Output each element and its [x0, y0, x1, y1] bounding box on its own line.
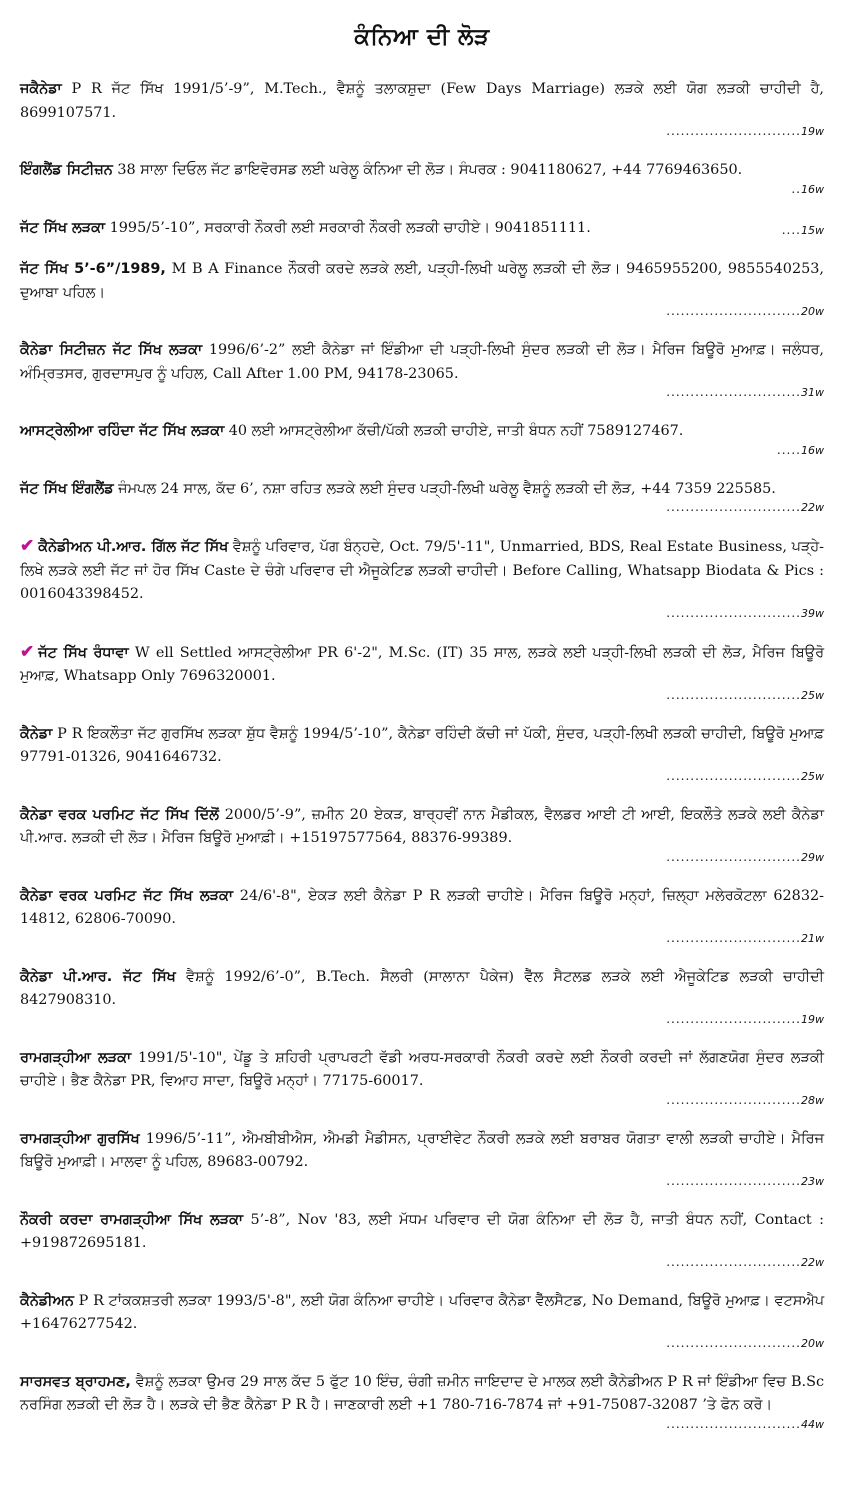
ad-heading: ਇੰਗਲੈਂਡ ਸਿਟੀਜ਼ਨ [20, 162, 113, 178]
ad-body: 2000/5’-9”, ਜ਼ਮੀਨ 20 ਏਕੜ, ਬਾਰ੍ਹਵੀਂ ਨਾਨ ਮੈਡੀਕਲ, ਵੈਲਡਰ ਆਈ ਟੀ ਆਈ, ਇਕਲੌਤੇ ਲੜਕੇ ਲਈ ਕੈਨੇਡਾ ਪੀ.ਆਰ. ਲੜਕੀ ਦੀ ਲੋੜ। ਮੈਰਿਜ ਬਿਊਰੋ ਮੁਆਫ਼ੀ। +15197577564, 88376-99389. [20, 806, 824, 846]
ad-code: 29w [801, 850, 824, 864]
matrimonial-ad [20, 420, 824, 459]
ad-heading: ਕੈਨੇਡਾ [20, 725, 53, 742]
ad-code-line [20, 499, 824, 516]
ad-code: 28w [801, 1093, 824, 1107]
leader-dots: ............................ [666, 687, 801, 702]
ad-code: 15w [801, 224, 824, 237]
ad-body: W ell Settled ਆਸਟ੍ਰੇਲੀਆ PR 6'-2", M.Sc. (IT) 35 ਸਾਲ, ਲੜਕੇ ਲਈ ਪੜ੍ਹੀ-ਲਿਖੀ ਲੜਕੀ ਦੀ ਲੋੜ, ਮੈਰਿਜ ਬਿਊਰੋ ਮੁਆਫ਼, Whatsapp Only 7696320001. [20, 644, 824, 684]
leader-dots: ............................ [666, 768, 801, 783]
ad-code: 44w [801, 1417, 824, 1431]
matrimonial-ad [20, 478, 824, 517]
ad-body: ਵੈਸ਼ਨੂੰ ਪਰਿਵਾਰ, ਪੱਗ ਬੰਨ੍ਹਦੇ, Oct. 79/5'-11", Unmarried, BDS, Real Estate Business, ਪੜ੍ਹੇ-ਲਿਖੇ ਲੜਕੇ ਲਈ ਜੱਟ ਜਾਂ ਹੋਰ ਸਿੱਖ Caste ਦੇ ਚੰਗੇ ਪਰਿਵਾਰ ਦੀ ਐਜੂਕੇਟਿਡ ਲੜਕੀ ਚਾਹੀਦੀ। Before Calling, Whatsapp Biodata & Pics : 0016043398452. [20, 539, 825, 602]
ad-code: 19w [801, 125, 824, 138]
ad-list [20, 78, 824, 1433]
ad-code-line [20, 123, 824, 140]
leader-dots: ............................ [666, 605, 801, 620]
ad-heading: ਸਾਰਸਵਤ ਬ੍ਰਾਹਮਣ, [20, 1373, 131, 1390]
matrimonial-ad [20, 1128, 824, 1190]
ad-body: 24/6'-8", ਏਕੜ ਲਈ ਕੈਨੇਡਾ P R ਲੜਕੀ ਚਾਹੀਏ। ਮੈਰਿਜ ਬਿਊਰੋ ਮਨ੍ਹਾਂ, ਜ਼ਿਲ੍ਹਾ ਮਲੇਰਕੋਟਲਾ 62832-14812, 62806-70090. [20, 887, 825, 927]
ad-heading: ਜੱਟ ਸਿੱਖ ਲੜਕਾ [20, 219, 106, 236]
ad-heading: ਕੈਨੇਡੀਅਨ [20, 1292, 74, 1309]
ad-body: 38 ਸਾਲਾ ਦਿਓਲ ਜੱਟ ਡਾਇਵੋਰਸਡ ਲਈ ਘਰੇਲੂ ਕੰਨਿਆ ਦੀ ਲੋੜ। ਸੰਪਰਕ : 9041180627, +44 7769463650. [112, 162, 743, 178]
leader-dots: ............................ [666, 124, 801, 138]
ad-code-line [20, 181, 824, 198]
ad-code: 20w [801, 1336, 824, 1350]
leader-dots: ............................ [666, 304, 801, 318]
leader-dots: ............................ [666, 1416, 801, 1431]
matrimonial-ad [20, 1209, 824, 1271]
ad-body: ਵੈਸ਼ਨੂੰ ਲੜਕਾ ਉਮਰ 29 ਸਾਲ ਕੱਦ 5 ਫੁੱਟ 10 ਇੰਚ, ਚੰਗੀ ਜ਼ਮੀਨ ਜਾਇਦਾਦ ਦੇ ਮਾਲਕ ਲਈ ਕੈਨੇਡੀਅਨ P R ਜਾਂ ਇੰਡੀਆ ਵਿਚ B.Sc ਨਰਸਿੰਗ ਲੜਕੀ ਦੀ ਲੋੜ ਹੈ। ਲੜਕੇ ਦੀ ਭੈਣ ਕੈਨੇਡਾ P R ਹੈ। ਜਾਣਕਾਰੀ ਲਈ +1 780-716-7874 ਜਾਂ +91-75087-32087 ’ਤੇ ਫੋਨ ਕਰੋ। [20, 1373, 825, 1413]
ad-heading: ਰਾਮਗੜ੍ਹੀਆ ਗੁਰਸਿੱਖ [20, 1130, 140, 1147]
leader-dots: .. [791, 181, 801, 196]
ad-code-line [20, 1173, 824, 1190]
matrimonial-ad [20, 535, 824, 622]
ad-code-line [20, 1011, 824, 1028]
ad-body: M B A Finance ਨੌਕਰੀ ਕਰਦੇ ਲੜਕੇ ਲਈ, ਪੜ੍ਹੀ-ਲਿਖੀ ਘਰੇਲੂ ਲੜਕੀ ਦੀ ਲੋੜ। 9465955200, 9855540253, ਦੁਆਬਾ ਪਹਿਲ। [20, 261, 825, 301]
ad-code: 21w [801, 931, 824, 945]
leader-dots: ............................ [666, 1011, 801, 1026]
ad-heading: ਜਕੈਨੇਡਾ [20, 81, 62, 97]
checkmark-icon: ✔ [20, 536, 35, 556]
ad-code-line [20, 1092, 824, 1109]
leader-dots: ............................ [666, 930, 801, 945]
ad-code: 16w [801, 443, 824, 457]
matrimonial-ad [20, 217, 824, 240]
ad-code: 20w [801, 305, 824, 318]
ad-heading: ਕੈਨੇਡਾ ਪੀ.ਆਰ. ਜੱਟ ਸਿੱਖ [20, 968, 176, 985]
ad-code: 23w [801, 1174, 824, 1188]
ad-body: 1995/5’-10”, ਸਰਕਾਰੀ ਨੌਕਰੀ ਲਈ ਸਰਕਾਰੀ ਨੌਕਰੀ ਲੜਕੀ ਚਾਹੀਏ। 9041851111. [105, 219, 591, 236]
ad-code-line [20, 930, 824, 947]
ad-body: P R ਜੱਟ ਸਿੱਖ 1991/5’-9”, M.Tech., ਵੈਸ਼ਨੂੰ ਤਲਾਕਸ਼ੁਦਾ (Few Days Marriage) ਲੜਕੇ ਲਈ ਯੋਗ ਲੜਕੀ ਚਾਹੀਦੀ ਹੈ, 8699107571. [20, 81, 824, 121]
ad-body: P R ਇਕਲੌਤਾ ਜੱਟ ਗੁਰਸਿੱਖ ਲੜਕਾ ਸ਼ੁੱਧ ਵੈਸ਼ਨੂੰ 1994/5’-10”, ਕੈਨੇਡਾ ਰਹਿੰਦੀ ਕੱਚੀ ਜਾਂ ਪੱਕੀ, ਸੁੰਦਰ, ਪੜ੍ਹੀ-ਲਿਖੀ ਲੜਕੀ ਚਾਹੀਦੀ, ਬਿਊਰੋ ਮੁਆਫ਼ 97791-01326, 9041646732. [20, 725, 824, 765]
ad-body: P R ਟਾਂਕਕਸ਼ਤਰੀ ਲੜਕਾ 1993/5'-8", ਲਈ ਯੋਗ ਕੰਨਿਆ ਚਾਹੀਏ। ਪਰਿਵਾਰ ਕੈਨੇਡਾ ਵੈੱਲਸੈਟਡ, No Demand, ਬਿਊਰੋ ਮੁਆਫ਼। ਵਟਸਐਪ +16476277542. [20, 1292, 824, 1332]
matrimonial-ad [20, 723, 824, 785]
ad-code-line [20, 605, 824, 622]
ad-heading: ਕੈਨੇਡਾ ਵਰਕ ਪਰਮਿਟ ਜੱਟ ਸਿੱਖ ਦਿੱਲੋਂ [20, 806, 219, 823]
ad-code-line [20, 1335, 824, 1352]
ad-heading: ਆਸਟ੍ਰੇਲੀਆ ਰਹਿੰਦਾ ਜੱਟ ਸਿੱਖ ਲੜਕਾ [20, 423, 225, 439]
matrimonial-ad [20, 258, 824, 320]
ad-body: 1996/5’-11”, ਐਮਬੀਬੀਐਸ, ਐਮਡੀ ਮੈਡੀਸਨ, ਪ੍ਰਾਈਵੇਟ ਨੌਕਰੀ ਲੜਕੇ ਲਈ ਬਰਾਬਰ ਯੋਗਤਾ ਵਾਲੀ ਲੜਕੀ ਚਾਹੀਏ। ਮੈਰਿਜ ਬਿਊਰੋ ਮੁਆਫ਼ੀ। ਮਾਲਵਾ ਨੂੰ ਪਹਿਲ, 89683-00792. [20, 1130, 824, 1170]
ad-body: ਵੈਸ਼ਨੂੰ 1992/6’-0”, B.Tech. ਸੈਲਰੀ (ਸਾਲਾਨਾ ਪੈਕੇਜ) ਵੈੱਲ ਸੈਟਲਡ ਲੜਕੇ ਲਈ ਐਜੂਕੇਟਿਡ ਲੜਕੀ ਚਾਹੀਦੀ 8427908310. [20, 968, 824, 1008]
ad-code: 31w [801, 386, 824, 399]
leader-dots: .... [781, 223, 801, 237]
matrimonial-ad [20, 885, 824, 947]
ad-code-line [20, 768, 824, 785]
ad-heading: ਕੈਨੇਡਾ ਸਿਟੀਜ਼ਨ ਜੱਟ ਸਿੱਖ ਲੜਕਾ [20, 342, 203, 358]
matrimonial-ad [20, 339, 824, 401]
ad-code: 22w [801, 1255, 824, 1269]
leader-dots: ............................ [666, 1335, 801, 1350]
ad-code-line [20, 1254, 824, 1271]
leader-dots: ............................ [666, 1254, 801, 1269]
ad-heading: ਰਾਮਗੜ੍ਹੀਆ ਲੜਕਾ [20, 1049, 132, 1066]
ad-code: 39w [801, 606, 824, 620]
ad-code-line [20, 1416, 824, 1433]
ad-heading: ਜੱਟ ਸਿੱਖ 5’-6”/1989, [20, 261, 166, 277]
ad-code-line [20, 442, 824, 459]
matrimonial-ad [20, 641, 824, 704]
leader-dots: ..... [776, 442, 801, 457]
checkmark-icon: ✔ [20, 641, 35, 662]
ad-heading: ਜੱਟ ਸਿੱਖ ਰੰਧਾਵਾ [38, 644, 129, 661]
ad-heading: ਕੈਨੇਡੀਅਨ ਪੀ.ਆਰ. ਗਿੱਲ ਜੱਟ ਸਿੱਖ [38, 539, 229, 555]
matrimonial-ad [20, 1371, 824, 1433]
page-title: ਕੰਨਿਆ ਦੀ ਲੋੜ [354, 24, 490, 50]
matrimonial-ad [20, 804, 824, 866]
ad-body: 5’-8”, Nov '83, ਲਈ ਮੱਧਮ ਪਰਿਵਾਰ ਦੀ ਯੋਗ ਕੰਨਿਆ ਦੀ ਲੋੜ ਹੈ, ਜਾਤੀ ਬੰਧਨ ਨਹੀਂ, Contact : +919872695181. [20, 1211, 824, 1251]
ad-body: 1991/5'-10", ਪੇਂਡੂ ਤੇ ਸ਼ਹਿਰੀ ਪ੍ਰਾਪਰਟੀ ਵੱਡੀ ਅਰਧ-ਸਰਕਾਰੀ ਨੌਕਰੀ ਕਰਦੇ ਲਈ ਨੌਕਰੀ ਕਰਦੀ ਜਾਂ ਲੱਗਣਯੋਗ ਸੁੰਦਰ ਲੜਕੀ ਚਾਹੀਏ। ਭੈਣ ਕੈਨੇਡਾ PR, ਵਿਆਹ ਸਾਦਾ, ਬਿਊਰੋ ਮਨ੍ਹਾਂ। 77175-60017. [20, 1049, 824, 1089]
ad-code: 16w [801, 182, 824, 196]
ad-code-line [20, 687, 824, 704]
ad-code: 22w [801, 501, 824, 514]
matrimonial-ad [20, 1290, 824, 1352]
matrimonial-ad [20, 159, 824, 198]
matrimonial-ad [20, 78, 824, 140]
ad-heading: ਨੌਕਰੀ ਕਰਦਾ ਰਾਮਗੜ੍ਹੀਆ ਸਿੱਖ ਲੜਕਾ [20, 1211, 244, 1228]
leader-dots: ............................ [666, 385, 801, 399]
ad-body: 40 ਲਈ ਆਸਟ੍ਰੇਲੀਆ ਕੱਚੀ/ਪੱਕੀ ਲੜਕੀ ਚਾਹੀਏ, ਜਾਤੀ ਬੰਧਨ ਨਹੀਂ 7589127467. [224, 423, 684, 439]
matrimonial-ad [20, 1047, 824, 1109]
ad-code-line [20, 849, 824, 866]
ad-heading: ਕੈਨੇਡਾ ਵਰਕ ਪਰਮਿਟ ਜੱਟ ਸਿੱਖ ਲੜਕਾ [20, 887, 233, 904]
leader-dots: ............................ [666, 1092, 801, 1107]
ad-body: ਜੰਮਪਲ 24 ਸਾਲ, ਕੱਦ 6’, ਨਸ਼ਾ ਰਹਿਤ ਲੜਕੇ ਲਈ ਸੁੰਦਰ ਪੜ੍ਹੀ-ਲਿਖੀ ਘਰੇਲੂ ਵੈਸ਼ਨੂੰ ਲੜਕੀ ਦੀ ਲੋੜ, +44 7359 225585. [113, 480, 776, 497]
leader-dots: ............................ [666, 849, 801, 864]
leader-dots: ............................ [666, 500, 801, 514]
leader-dots: ............................ [666, 1173, 801, 1188]
matrimonial-ad [20, 966, 824, 1028]
ad-code-line [20, 303, 824, 320]
ad-code: 25w [801, 688, 824, 702]
ad-heading: ਜੱਟ ਸਿੱਖ ਇੰਗਲੈਂਡ [20, 480, 114, 497]
ad-code-line [20, 384, 824, 401]
ad-body: 1996/6’-2” ਲਈ ਕੈਨੇਡਾ ਜਾਂ ਇੰਡੀਆ ਦੀ ਪੜ੍ਹੀ-ਲਿਖੀ ਸੁੰਦਰ ਲੜਕੀ ਦੀ ਲੋੜ। ਮੈਰਿਜ ਬਿਊਰੋ ਮੁਆਫ਼। ਜਲੰਧਰ, ਅੰਮ੍ਰਿਤਸਰ, ਗੁਰਦਾਸਪੁਰ ਨੂੰ ਪਹਿਲ, Call After 1.00 PM, 94178-23065. [20, 342, 824, 382]
ad-code: 19w [801, 1012, 824, 1026]
ad-code: 25w [801, 769, 824, 783]
